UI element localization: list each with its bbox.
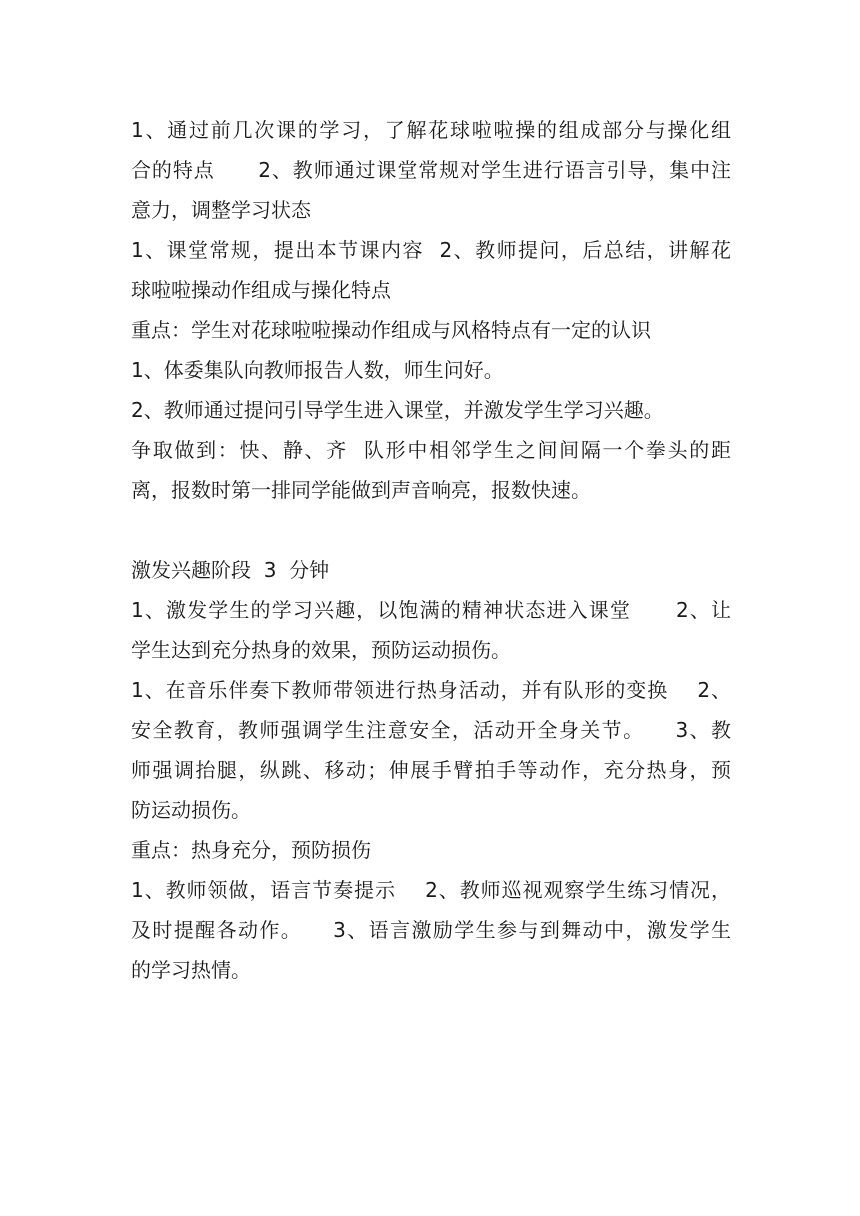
text-line: 及时提醒各动作。 3、语言激励学生参与到舞动中，激发学生 (131, 918, 731, 942)
text-line: 师强调抬腿，纵跳、移动；伸展手臂拍手等动作，充分热身，预 (131, 758, 731, 782)
text-line: 2、教师通过提问引导学生进入课堂，并激发学生学习兴趣。 (131, 398, 664, 422)
key-point-line: 重点：热身充分，预防损伤 (131, 838, 371, 862)
text-line: 1、激发学生的学习兴趣，以饱满的精神状态进入课堂 2、让 (131, 598, 731, 622)
text-line: 1、教师领做，语言节奏提示 2、教师巡视观察学生练习情况， (131, 878, 731, 902)
text-line: 1、在音乐伴奏下教师带领进行热身活动，并有队形的变换 2、 (131, 678, 731, 702)
text-line: 防运动损伤。 (131, 798, 251, 822)
text-line: 学生达到充分热身的效果，预防运动损伤。 (131, 638, 511, 662)
text-line: 1、通过前几次课的学习，了解花球啦啦操的组成部分与操化组 (131, 118, 731, 142)
document-body (131, 110, 731, 990)
blank-line (131, 510, 731, 550)
text-line: 球啦啦操动作组成与操化特点 (131, 278, 391, 302)
text-line: 争取做到：快、静、齐 队形中相邻学生之间间隔一个拳头的距 (131, 438, 731, 462)
section-heading: 激发兴趣阶段 3 分钟 (131, 558, 330, 582)
text-line: 离，报数时第一排同学能做到声音响亮，报数快速。 (131, 478, 591, 502)
text-line: 的学习热情。 (131, 958, 251, 982)
key-point-line: 重点：学生对花球啦啦操动作组成与风格特点有一定的认识 (131, 318, 651, 342)
text-line: 意力，调整学习状态 (131, 198, 311, 222)
text-line: 合的特点 2、教师通过课堂常规对学生进行语言引导，集中注 (131, 158, 731, 182)
text-line: 安全教育，教师强调学生注意安全，活动开全身关节。 3、教 (131, 718, 731, 742)
text-line: 1、体委集队向教师报告人数，师生问好。 (131, 358, 504, 382)
text-line: 1、课堂常规，提出本节课内容 2、教师提问，后总结，讲解花 (131, 238, 731, 262)
